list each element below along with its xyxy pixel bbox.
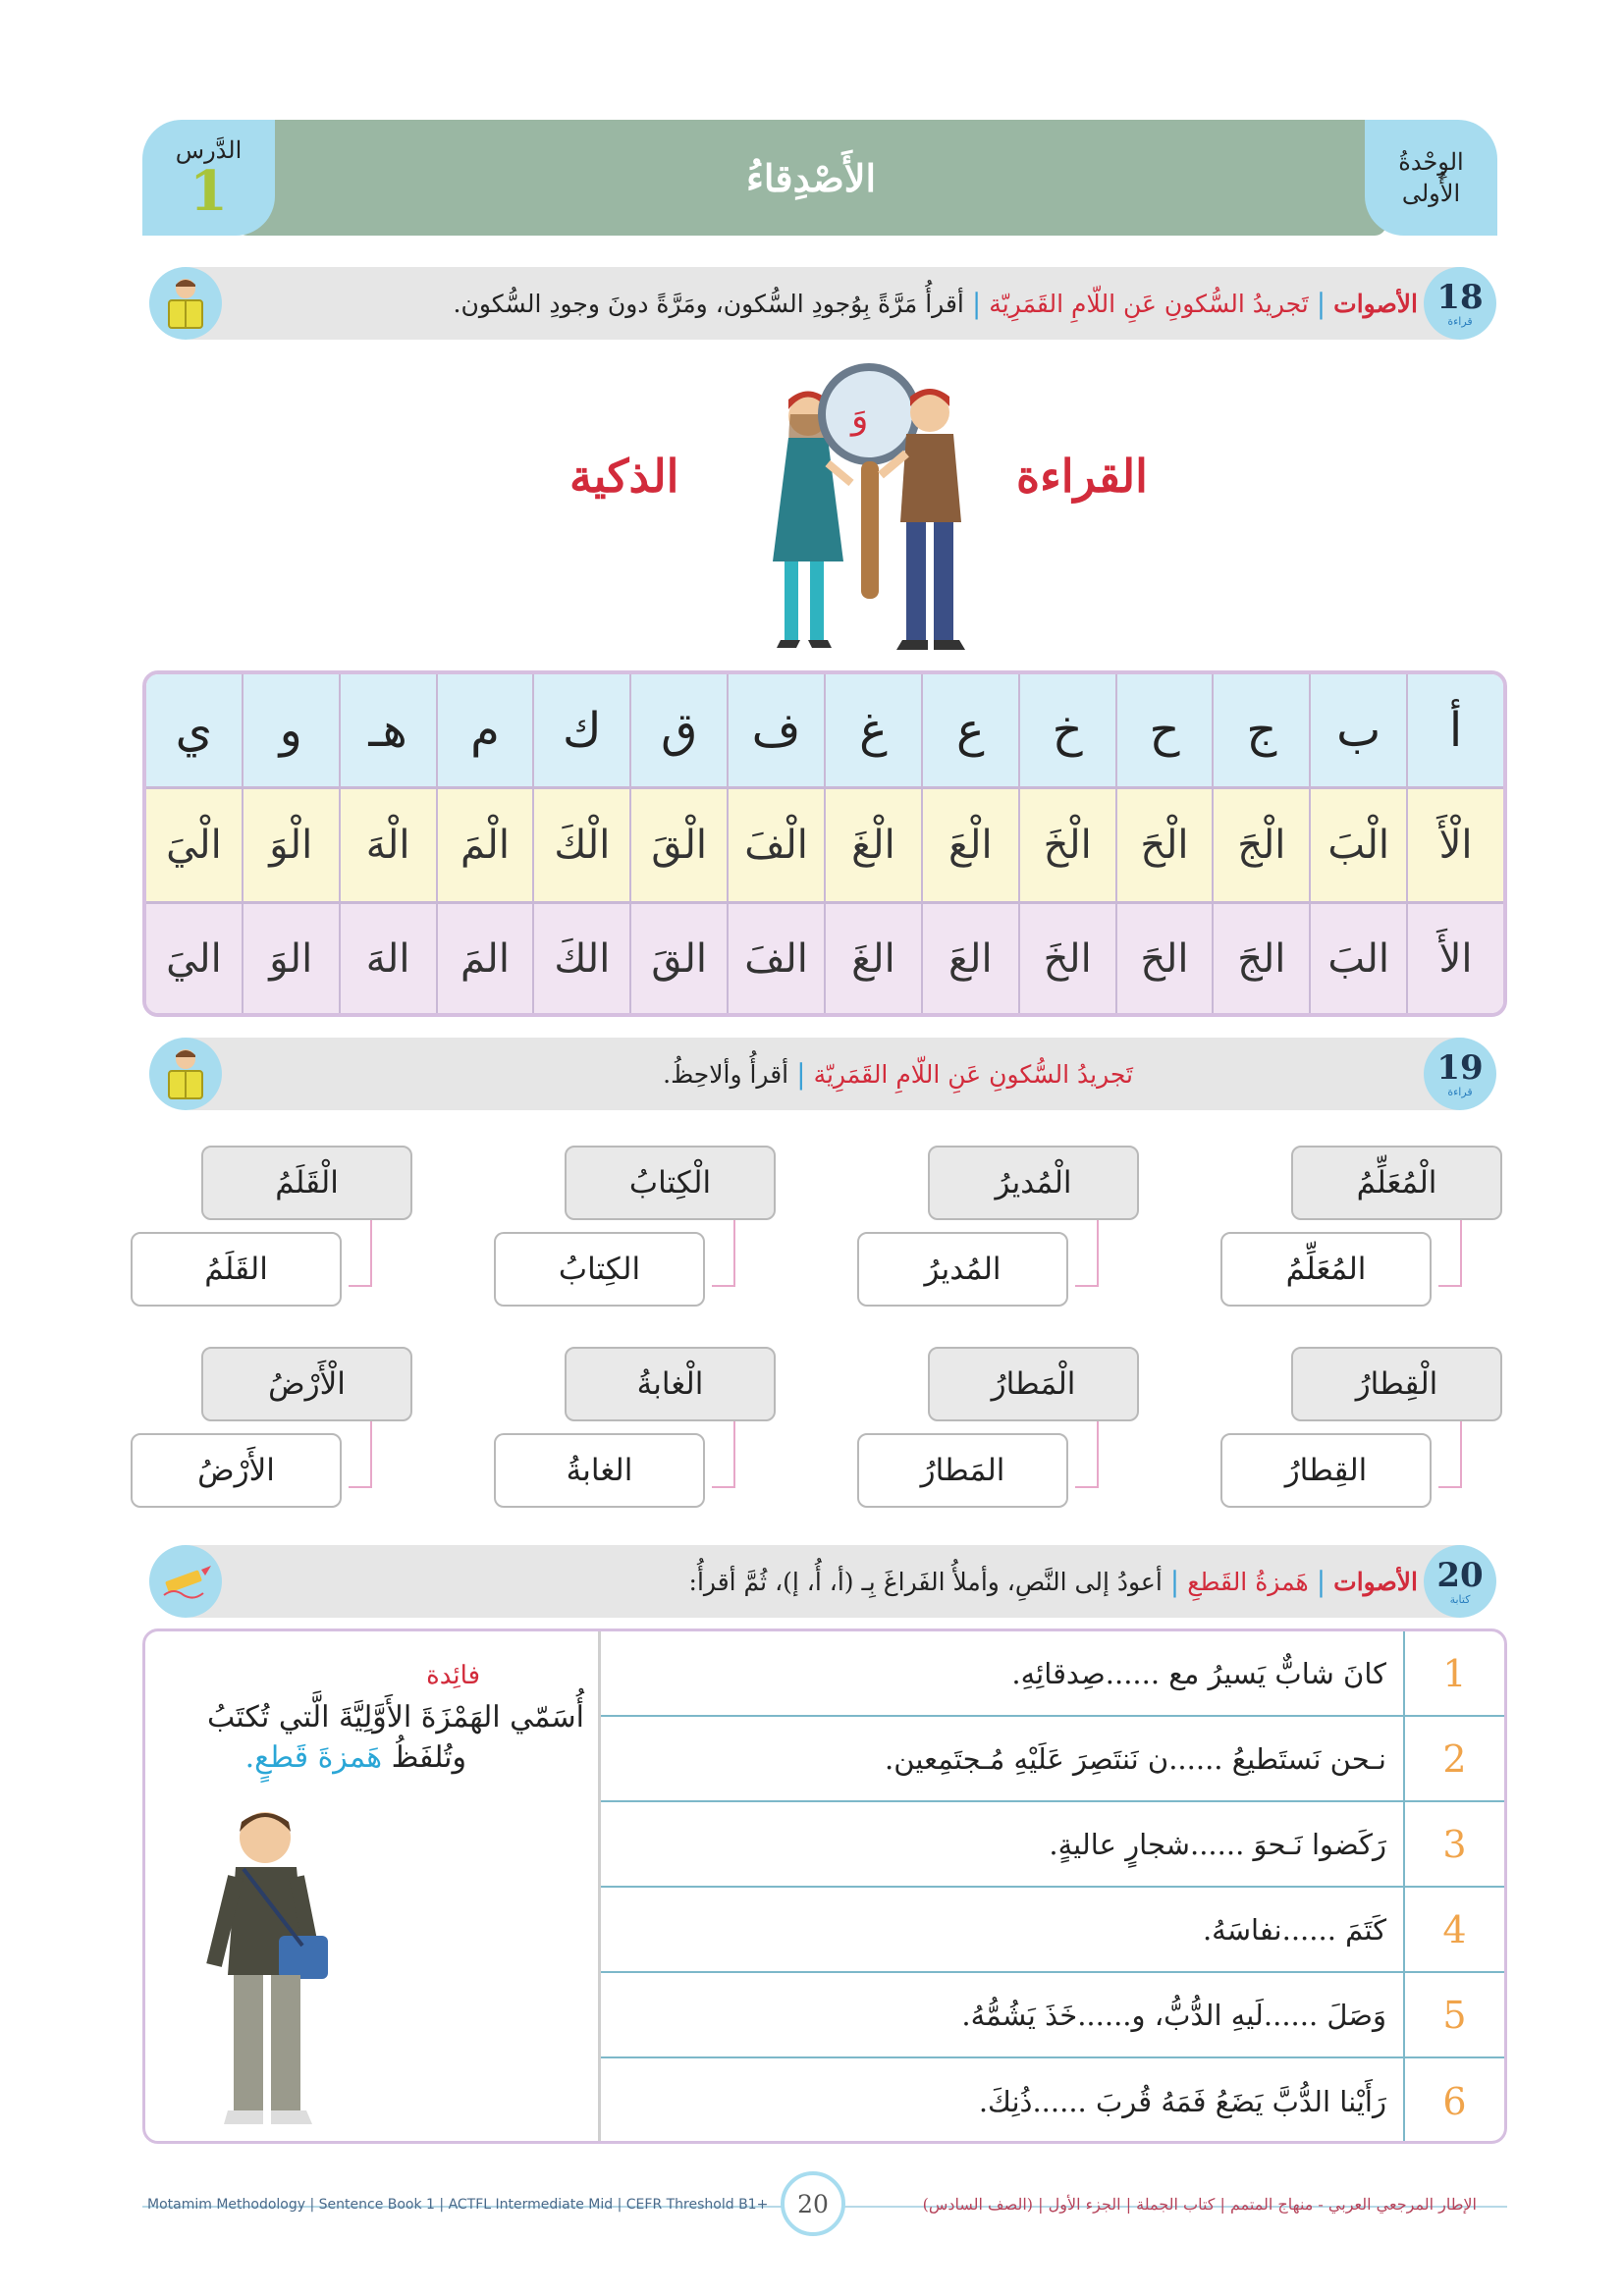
footer-left-text: Motamim Methodology | Sentence Book 1 | ACTFL Intermediate Mid | CEFR Threshold B1+ — [147, 2197, 769, 2213]
letter-without-sukun-cell: الغَ — [824, 904, 921, 1014]
letter-with-sukun-cell: الْيَ — [166, 823, 222, 868]
letters-row — [146, 674, 1503, 789]
reading-boy-icon — [149, 267, 222, 340]
letter-with-sukun-cell: الْقَ — [629, 789, 727, 901]
letter-cell: ف — [727, 674, 824, 786]
arrow-connector — [1438, 1220, 1462, 1287]
exercise-row — [601, 2058, 1504, 2144]
separator: | — [1316, 1565, 1326, 1598]
separator: | — [971, 287, 982, 320]
letters-with-sukun-row — [146, 789, 1503, 904]
exercise-number: 6 — [1403, 2058, 1504, 2144]
exercise-sentence: رَكَضوا نَـحوَ ......شجارٍ عاليةٍ. — [1049, 1827, 1386, 1861]
word-card-without-sukun: المُعَلِّمُ — [1220, 1232, 1432, 1307]
arrow-connector — [1075, 1220, 1099, 1287]
letter-cell: ي — [175, 703, 213, 758]
kids-magnifier-illustration — [741, 355, 997, 669]
exercise-row — [601, 1973, 1504, 2058]
section-18-heading — [454, 267, 1418, 340]
word-card-with-sukun: الْمُعَلِّمُ — [1291, 1146, 1502, 1220]
word-card-with-sukun: الْمَطارُ — [928, 1347, 1139, 1421]
letter-with-sukun-cell: الْكَ — [532, 789, 629, 901]
letter-with-sukun-cell: الْجَ — [1212, 789, 1309, 901]
note-panel — [145, 1631, 601, 2141]
letter-with-sukun-cell: الْحَ — [1115, 789, 1213, 901]
section-20-category: الأصوات — [1333, 1567, 1418, 1596]
letter-cell: ق — [629, 674, 727, 786]
section-18-number: 18 — [1436, 277, 1484, 317]
letter-cell: ح — [1115, 674, 1213, 786]
letter-without-sukun-cell: اليَ — [166, 936, 222, 982]
letter-with-sukun-cell: الْمَ — [436, 789, 533, 901]
exercise-sentence: كانَ شابٌّ يَسيرُ مع ......صِدقائِهِ. — [1011, 1656, 1386, 1690]
letter-without-sukun-cell: الخَ — [1018, 904, 1115, 1014]
word-card-without-sukun: الكِتابُ — [494, 1232, 705, 1307]
letter-without-sukun-cell: الفَ — [727, 904, 824, 1014]
reading-boy-icon — [149, 1038, 222, 1110]
exercise-number: 3 — [1403, 1802, 1504, 1886]
lesson-title: الأَصْدِقاءُ — [745, 155, 877, 200]
sentences-list — [601, 1631, 1504, 2141]
letter-cell: غ — [824, 674, 921, 786]
arrow-connector — [712, 1220, 735, 1287]
letter-with-sukun-cell: الْبَ — [1309, 789, 1406, 901]
exercise-sentence: كَتَمَ ......نفاسَهُ. — [1202, 1912, 1386, 1947]
section-20-topic: هَمزةُ القَطعِ — [1187, 1567, 1309, 1596]
letter-without-sukun-cell: الكَ — [532, 904, 629, 1014]
section-19-topic: تَجريدُ السُّكونِ عَنِ اللّامِ القَمَرِيّة — [813, 1059, 1133, 1089]
letter-cell: و — [242, 674, 339, 786]
lesson-tab — [142, 120, 275, 236]
exercise-sentence: رَأَيْنا الدُّبَّ يَضَعُ فَمَهُ قُربَ ......ذُنِكَ. — [978, 2084, 1386, 2118]
letter-cell: هـ — [339, 674, 436, 786]
exercise-number: 4 — [1403, 1888, 1504, 1971]
letter-cell: ج — [1212, 674, 1309, 786]
letter-with-sukun-cell: الْهَ — [339, 789, 436, 901]
exercise-row — [601, 1888, 1504, 1973]
letter-without-sukun-cell: العَ — [921, 904, 1018, 1014]
word-card-with-sukun: الْقَلَمُ — [201, 1146, 412, 1220]
boy-with-bag-illustration — [185, 1798, 361, 2132]
exercise-row — [601, 1802, 1504, 1888]
page-number: 20 — [781, 2171, 845, 2236]
letter-cell: ب — [1309, 674, 1406, 786]
unit-ordinal: الأُولى — [1401, 180, 1461, 207]
section-20-instruction: أعودُ إلى النَّصِ، وأملأُ الفَراغَ بِـ (أ، أُ، إ)، ثُمَّ أقرأُ: — [688, 1567, 1163, 1596]
section-20-number-badge — [1424, 1545, 1496, 1618]
word-card-with-sukun: الْكِتابُ — [565, 1146, 776, 1220]
section-18-topic: تَجريدُ السُّكونِ عَنِ اللّامِ القَمَرِيّة — [989, 289, 1309, 318]
letter-cell: خ — [1018, 674, 1115, 786]
section-20-heading — [689, 1545, 1418, 1618]
letter-with-sukun-cell: الْأَ — [1406, 789, 1503, 901]
note-highlight: هَمزةَ قَطعٍ. — [244, 1739, 383, 1775]
word-card-with-sukun: الْقِطارُ — [1291, 1347, 1502, 1421]
note-line-2: وتُلفَظُ — [391, 1739, 466, 1775]
footer-right-text: الإطار المرجعي العربي - منهاج المتمم | كتاب الجملة | الجزء الأول | (الصف السادس) — [922, 2195, 1477, 2214]
letter-cell: ع — [921, 674, 1018, 786]
letter-cell: أ — [1406, 674, 1503, 786]
word-card-without-sukun: القِطارُ — [1220, 1433, 1432, 1508]
letter-with-sukun-cell: الْعَ — [921, 789, 1018, 901]
letter-without-sukun-cell: الهَ — [339, 904, 436, 1014]
separator: | — [796, 1057, 806, 1091]
letter-with-sukun-cell: الْخَ — [1018, 789, 1115, 901]
section-18-category: الأصوات — [1333, 289, 1418, 318]
section-19-type: قراءة — [1447, 1085, 1473, 1098]
arrow-connector — [1075, 1421, 1099, 1488]
lesson-title-bar — [236, 120, 1386, 236]
section-19-number-badge — [1424, 1038, 1496, 1110]
word-card-without-sukun: المَطارُ — [857, 1433, 1068, 1508]
lesson-number: 1 — [189, 159, 228, 224]
letter-cell: م — [436, 674, 533, 786]
letters-table — [142, 670, 1507, 1017]
pencil-writing-icon — [149, 1545, 222, 1618]
separator: | — [1316, 287, 1326, 320]
letter-without-sukun-cell: الحَ — [1115, 904, 1213, 1014]
letter-without-sukun-cell: البَ — [1309, 904, 1406, 1014]
section-18-type: قراءة — [1447, 314, 1473, 328]
section-20-type: كتابة — [1449, 1592, 1471, 1606]
word-card-without-sukun: المُديرُ — [857, 1232, 1068, 1307]
svg-text:وَ: وَ — [851, 397, 869, 437]
letter-without-sukun-cell: المَ — [436, 904, 533, 1014]
lesson-label: الدَّرس — [175, 136, 243, 164]
exercise-table — [142, 1629, 1507, 2144]
exercise-sentence: وَصَلَ ......لَيهِ الدُّبُّ، و......خَذَ يَشُمُّهُ. — [961, 1998, 1386, 2032]
section-19-instruction: أقرأُ وألاحِظُ. — [663, 1059, 789, 1089]
letter-without-sukun-cell: الوَ — [242, 904, 339, 1014]
letter-without-sukun-cell: الأَ — [1406, 904, 1503, 1014]
exercise-sentence: نـحن نَستَطيعُ ......ن نَنتَصِرَ عَلَيْهِ مُـجتَمِعين. — [885, 1741, 1386, 1776]
exercise-row — [601, 1631, 1504, 1717]
word-card-without-sukun: القَلَمُ — [131, 1232, 342, 1307]
exercise-number: 2 — [1403, 1717, 1504, 1800]
note-title: فائِدة — [426, 1661, 480, 1690]
section-19-heading — [663, 1038, 1133, 1110]
exercise-number: 1 — [1403, 1631, 1504, 1715]
letter-cell: ك — [532, 674, 629, 786]
arrow-connector — [1438, 1421, 1462, 1488]
letter-without-sukun-cell: القَ — [629, 904, 727, 1014]
letter-with-sukun-cell: الْغَ — [824, 789, 921, 901]
letter-without-sukun-cell: الجَ — [1212, 904, 1309, 1014]
word-card-without-sukun: الغابةُ — [494, 1433, 705, 1508]
separator: | — [1169, 1565, 1180, 1598]
section-18-instruction: أقرأُ مَرَّةً بِوُجودِ السُّكون، ومَرَّةً دونَ وجودِ السُّكون. — [453, 289, 964, 318]
section-18-number-badge — [1424, 267, 1496, 340]
word-card-with-sukun: الْأَرْضُ — [201, 1347, 412, 1421]
smart-reading-word-2: الذكية — [569, 450, 679, 503]
section-19-number: 19 — [1436, 1047, 1484, 1088]
word-card-with-sukun: الْمُديرُ — [928, 1146, 1139, 1220]
letter-with-sukun-cell: الْفَ — [727, 789, 824, 901]
note-line-1: أُسَمّي الهَمْزَةَ الأَوَّلِيَّةَ الَّتي تُكتَبُ — [206, 1700, 584, 1735]
unit-tab — [1365, 120, 1497, 236]
word-card-with-sukun: الْغابةُ — [565, 1347, 776, 1421]
exercise-row — [601, 1717, 1504, 1802]
section-20-number: 20 — [1436, 1555, 1484, 1595]
exercise-number: 5 — [1403, 1973, 1504, 2056]
word-card-without-sukun: الأَرْضُ — [131, 1433, 342, 1508]
note-body — [152, 1698, 584, 1778]
smart-reading-word-1: القراءة — [1016, 450, 1148, 503]
unit-label: الوِحْدةُ — [1398, 147, 1464, 176]
letters-without-sukun-row — [146, 904, 1503, 1014]
arrow-connector — [349, 1220, 372, 1287]
letter-with-sukun-cell: الْوَ — [242, 789, 339, 901]
arrow-connector — [349, 1421, 372, 1488]
arrow-connector — [712, 1421, 735, 1488]
